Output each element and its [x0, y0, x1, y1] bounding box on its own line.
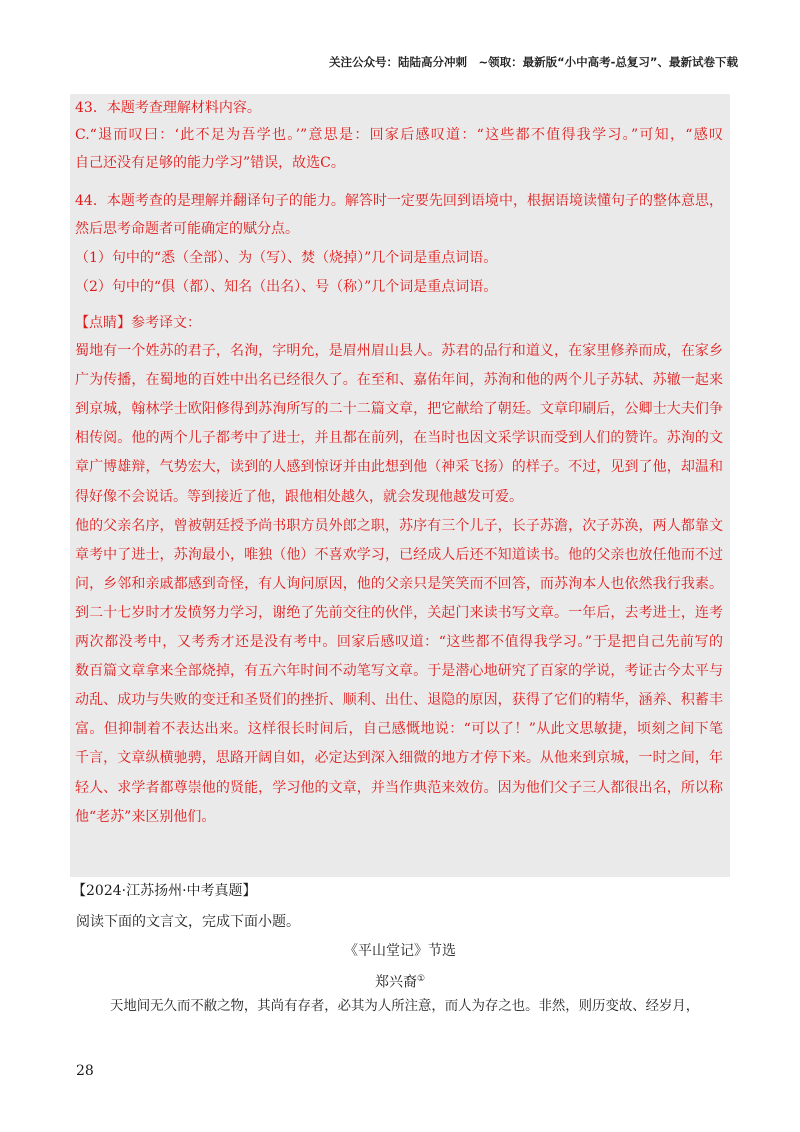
translation-line: 两次都没考中，又考秀才还是没有考中。回家后感叹道：“这些都不值得我学习。”于是把自己先前写的 — [75, 634, 723, 650]
translation-line: 他的父亲名序，曾被朝廷授予尚书职方员外郎之职，苏序有三个儿子，长子苏澹，次子苏涣，两人都靠文 — [75, 518, 723, 534]
page-header: 关注公众号：陆陆高分冲刺 ~领取：最新版“小中高考-总复习”、最新试卷下载 — [328, 55, 738, 69]
instruction: 阅读下面的文言文，完成下面小题。 — [76, 914, 300, 930]
translation-line: 到京城，翰林学士欧阳修得到苏洵所写的二十二篇文章，把它献给了朝廷。文章印刷后，公卿士大夫们争 — [75, 401, 723, 417]
dianjing-label: 【点睛】参考译文： — [75, 315, 201, 331]
answer-line: （2）句中的“俱（都）、知名（出名）、号（称）”几个词是重点词语。 — [75, 279, 498, 295]
author-name: 郑兴裔 — [374, 974, 417, 991]
translation-line: 数百篇文章拿来全部烧掉，有五六年时间不动笔写文章。于是潜心地研究了百家的学说，考证古今太平与 — [75, 663, 723, 679]
translation-line: 动乱、成功与失败的变迁和圣贤们的挫折、顺利、出仕、退隐的原因，获得了它们的精华，涵养、积蓄丰 — [75, 692, 723, 708]
page-number: 28 — [76, 1063, 94, 1079]
footnote-mark: ① — [416, 974, 426, 984]
translation-line: 蜀地有一个姓苏的君子，名洵，字明允，是眉州眉山县人。苏君的品行和道义，在家里修养而成，在家乡 — [75, 343, 723, 359]
translation-line: 广为传播，在蜀地的百姓中出名已经很久了。在至和、嘉佑年间，苏洵和他的两个儿子苏轼、苏辙一起来 — [75, 372, 723, 388]
translation-line: 轻人、求学者都尊崇他的贤能，学习他的文章，并当作典范来效仿。因为他们父子三人都很出名，所以称 — [75, 780, 723, 796]
answer-line: （1）句中的“悉（全部）、为（写）、焚（烧掉）”几个词是重点词语。 — [75, 250, 498, 266]
source-tag: 【2024·江苏扬州·中考真题】 — [72, 883, 257, 899]
passage-title: 《平山堂记》节选 — [344, 943, 456, 959]
translation-line: 章广博雄辩，气势宏大，读到的人感到惊讶并由此想到他（神采飞扬）的样子。不过，见到了他，却温和 — [75, 459, 723, 475]
answer-line: C.“退而叹曰：‘此不足为吾学也。’”意思是：回家后感叹道：“这些都不值得我学习。”可知，“感叹 — [75, 127, 723, 143]
passage-first-line: 天地间无久而不敝之物，其尚有存者，必其为人所注意，而人为存之也。非然，则历变故、经岁月， — [110, 999, 700, 1014]
translation-line: 得好像不会说话。等到接近了他，跟他相处越久，就会发现他越发可爱。 — [75, 489, 523, 505]
answer-line: 44．本题考查的是理解并翻译句子的能力。解答时一定要先回到语境中，根据语境读懂句子的整体意思， — [75, 193, 723, 209]
translation-line: 相传阅。他的两个儿子都考中了进士，并且都在前列，在当时也因文采学识而受到人们的赞许。苏洵的文 — [75, 430, 723, 446]
translation-line: 章考中了进士，苏洵最小，唯独（他）不喜欢学习，已经成人后还不知道读书。他的父亲也放任他而不过 — [75, 547, 723, 563]
translation-line: 富。但抑制着不表达出来。这样很长时间后，自己感慨地说：“可以了！”从此文思敏捷，顷刻之间下笔 — [75, 721, 723, 737]
answer-line: 自己还没有足够的能力学习”错误，故选C。 — [75, 155, 345, 171]
answer-line: 43．本题考查理解材料内容。 — [75, 100, 261, 116]
translation-line: 问，乡邻和亲戚都感到奇怪，有人询问原因，他的父亲只是笑笑而不回答，而苏洵本人也依然我行我素。 — [75, 576, 723, 592]
passage-author — [0, 969, 800, 993]
translation-line: 千言，文章纵横驰骋，思路开阔自如，必定达到深入细微的地方才停下来。从他来到京城，一时之间，年 — [75, 750, 723, 766]
translation-line: 到二十七岁时才发愤努力学习，谢绝了先前交往的伙伴，关起门来读书写文章。一年后，去考进士，连考 — [75, 605, 723, 621]
answer-line: 然后思考命题者可能确定的赋分点。 — [75, 221, 299, 237]
translation-line: 他“老苏”来区别他们。 — [75, 809, 216, 825]
